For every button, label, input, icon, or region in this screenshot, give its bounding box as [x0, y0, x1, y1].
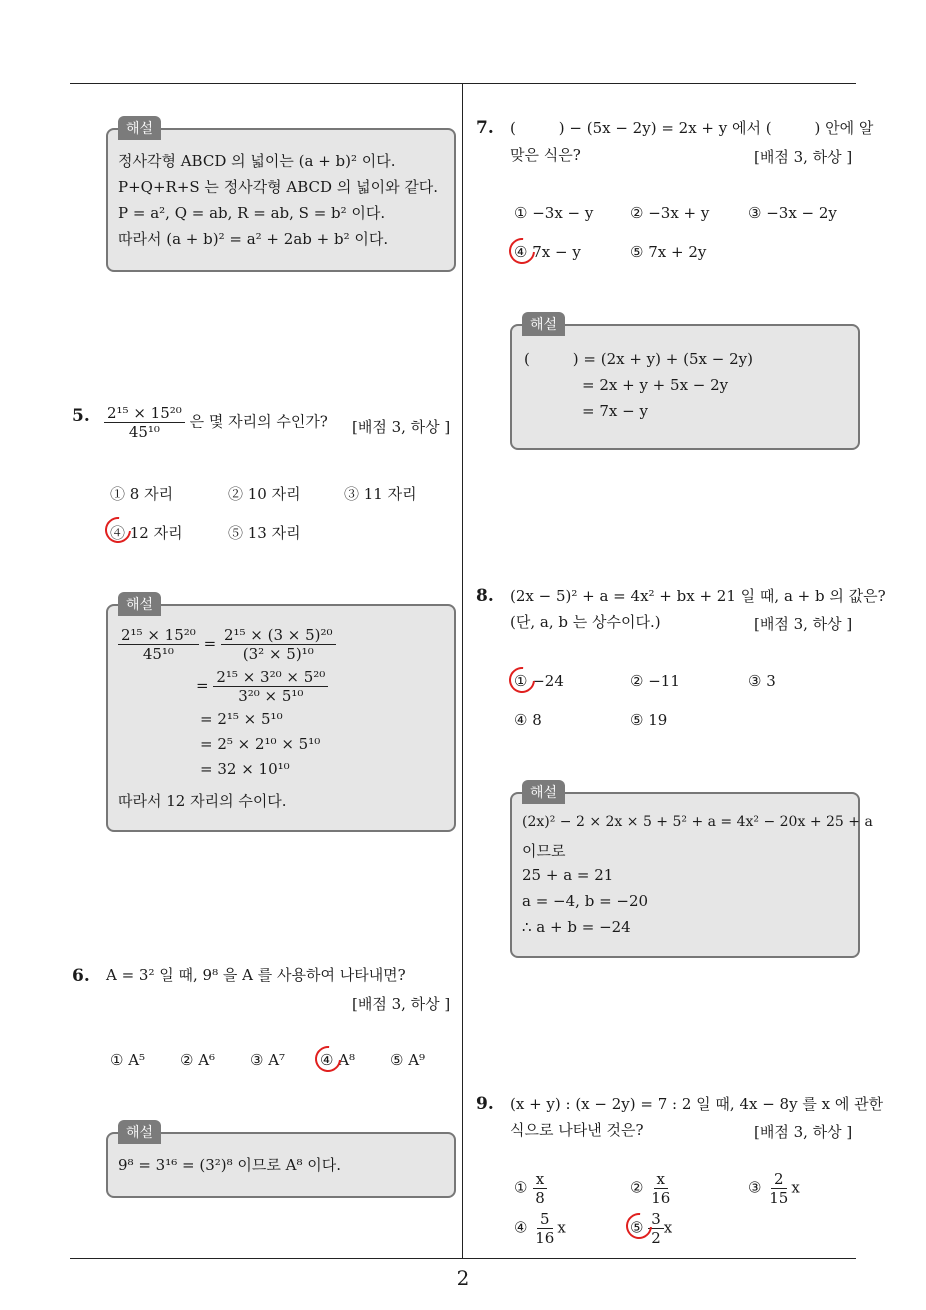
- q5-sol-line-5: = 2⁵ × 2¹⁰ × 5¹⁰: [200, 735, 321, 753]
- q5-choice-5[interactable]: ⑤ 13 자리: [228, 524, 301, 542]
- q5-sol-f3-den: 3²⁰ × 5¹⁰: [238, 687, 304, 705]
- q9-choice-4-den: 16: [535, 1229, 555, 1247]
- q9-line-2: 식으로 나타낸 것은?: [510, 1121, 644, 1139]
- q5-sol-line-6: = 32 × 10¹⁰: [200, 760, 290, 778]
- q5-sol-line-7: 따라서 12 자리의 수이다.: [118, 792, 287, 810]
- q7-line-2: 맞은 식은?: [510, 146, 581, 164]
- q5-choice-3[interactable]: ③ 11 자리: [344, 485, 417, 503]
- q9-choice-3[interactable]: [748, 1170, 800, 1207]
- q5-sol-f2-den: (3² × 5)¹⁰: [242, 645, 314, 663]
- q5-choice-2[interactable]: ② 10 자리: [228, 485, 301, 503]
- q5-choice-1[interactable]: ① 8 자리: [110, 485, 174, 503]
- q7-choice-5[interactable]: ⑤ 7x + 2y: [630, 243, 707, 261]
- q6-solution-tag: 해설: [118, 1120, 161, 1144]
- q7-sol-line-2: = 2x + y + 5x − 2y: [582, 376, 729, 394]
- q5-sol-line-4: = 2¹⁵ × 5¹⁰: [200, 710, 283, 728]
- q9-choice-2-mark: ②: [630, 1178, 644, 1197]
- q5-frac-num: 2¹⁵ × 15²⁰: [104, 404, 185, 423]
- q6-number: 6.: [72, 966, 90, 986]
- q8-sol-line-4: a = −4, b = −20: [522, 892, 649, 910]
- q4-sol-line-1: 정사각형 ABCD 의 넓이는 (a + b)² 이다.: [118, 152, 396, 170]
- q9-choice-2-num: x: [654, 1170, 668, 1189]
- q5-fraction: [104, 404, 185, 441]
- q6-sol-line-1: 9⁸ = 3¹⁶ = (3²)⁸ 이므로 A⁸ 이다.: [118, 1156, 341, 1174]
- q8-choice-4[interactable]: ④ 8: [514, 711, 542, 729]
- q7-number: 7.: [476, 118, 494, 138]
- q6-choice-5[interactable]: ⑤ A⁹: [390, 1051, 426, 1069]
- q9-choice-1-den: 8: [535, 1189, 545, 1207]
- q8-line-1: (2x − 5)² + a = 4x² + bx + 21 일 때, a + b 의 값은?: [510, 587, 886, 605]
- q7-choice-3[interactable]: ③ −3x − 2y: [748, 204, 837, 222]
- q9-choice-1-num: x: [533, 1170, 547, 1189]
- q8-sol-line-2: 이므로: [522, 842, 566, 860]
- q8-number: 8.: [476, 586, 494, 606]
- q5-choice-4[interactable]: ④ 12 자리: [110, 524, 183, 542]
- q6-text: A = 3² 일 때, 9⁸ 을 A 를 사용하여 나타내면?: [106, 966, 406, 984]
- q5-text: 은 몇 자리의 수인가?: [189, 412, 328, 431]
- q4-sol-line-2: P+Q+R+S 는 정사각형 ABCD 의 넓이와 같다.: [118, 178, 439, 196]
- q6-choice-2[interactable]: ② A⁶: [180, 1051, 216, 1069]
- q5-sol-f1-num: 2¹⁵ × 15²⁰: [118, 626, 199, 645]
- q7-line-1: ( ) − (5x − 2y) = 2x + y 에서 ( ) 안에 알: [510, 119, 874, 137]
- q8-sol-line-5: ∴ a + b = −24: [522, 918, 631, 936]
- q8-score: [배점 3, 하상 ]: [754, 615, 853, 633]
- q6-choice-4[interactable]: ④ A⁸: [320, 1051, 356, 1069]
- q9-number: 9.: [476, 1094, 494, 1114]
- q9-choice-2-den: 16: [651, 1189, 671, 1207]
- q8-line-2: (단, a, b 는 상수이다.): [510, 613, 661, 631]
- column-divider: [462, 84, 463, 1258]
- q4-sol-line-3: P = a², Q = ab, R = ab, S = b² 이다.: [118, 204, 386, 222]
- q6-choice-1[interactable]: ① A⁵: [110, 1051, 146, 1069]
- q5-question: [104, 404, 328, 441]
- q9-line-1: (x + y) : (x − 2y) = 7 : 2 일 때, 4x − 8y 를 x 에 관한: [510, 1095, 884, 1113]
- bottom-rule: [70, 1258, 856, 1259]
- q7-solution-tag: 해설: [522, 312, 565, 336]
- q5-frac-den: 45¹⁰: [128, 423, 160, 441]
- q9-choice-5-den: 2: [651, 1229, 661, 1247]
- q8-choice-2[interactable]: ② −11: [630, 672, 680, 690]
- q9-choice-1[interactable]: [514, 1170, 548, 1207]
- q9-choice-3-mark: ③: [748, 1178, 762, 1197]
- q5-sol-row-2: = $\frac{\text{2¹⁵ × 3²⁰ × 5²⁰}}{\text{3²⁰ × 5¹⁰}}$: [196, 668, 328, 705]
- q5-score: [배점 3, 하상 ]: [352, 418, 451, 436]
- q5-number: 5.: [72, 406, 90, 426]
- q7-answer-mark: [504, 233, 541, 270]
- q9-choice-5-tail: x: [663, 1218, 673, 1237]
- page-number: 2: [456, 1266, 470, 1290]
- q7-sol-line-1: ( ) = (2x + y) + (5x − 2y): [524, 350, 753, 368]
- q9-choice-3-num: 2: [771, 1170, 787, 1189]
- q8-solution-tag: 해설: [522, 780, 565, 804]
- q9-choice-2[interactable]: [630, 1170, 673, 1207]
- q7-choice-2[interactable]: ② −3x + y: [630, 204, 710, 222]
- q9-choice-4-num: 5: [537, 1210, 553, 1229]
- q9-choice-5-num: 3: [648, 1210, 664, 1229]
- q9-choice-4-mark: ④: [514, 1218, 528, 1237]
- q9-choice-5-mark: ⑤: [630, 1218, 644, 1237]
- q8-choice-3[interactable]: ③ 3: [748, 672, 776, 690]
- q8-sol-line-1: (2x)² − 2 × 2x × 5 + 5² + a = 4x² − 20x + 25 + a: [522, 814, 873, 830]
- q4-sol-line-4: 따라서 (a + b)² = a² + 2ab + b² 이다.: [118, 230, 389, 248]
- q5-sol-f3-num: 2¹⁵ × 3²⁰ × 5²⁰: [213, 668, 328, 687]
- q5-sol-f2-num: 2¹⁵ × (3 × 5)²⁰: [221, 626, 336, 645]
- q5-sol-f1-den: 45¹⁰: [142, 645, 174, 663]
- q8-choice-5[interactable]: ⑤ 19: [630, 711, 668, 729]
- q5-solution-tag: 해설: [118, 592, 161, 616]
- q6-score: [배점 3, 하상 ]: [352, 995, 451, 1013]
- q9-choice-3-tail: x: [791, 1178, 800, 1197]
- q9-choice-4[interactable]: [514, 1210, 566, 1247]
- q7-choice-4[interactable]: ④ 7x − y: [514, 243, 581, 261]
- q9-choice-1-mark: ①: [514, 1178, 528, 1197]
- q7-sol-line-3: = 7x − y: [582, 402, 648, 420]
- q8-answer-mark: [504, 662, 541, 699]
- top-rule: [70, 83, 856, 84]
- q6-choice-3[interactable]: ③ A⁷: [250, 1051, 286, 1069]
- q5-sol-row-1: $\frac{\text{2¹⁵ × 15²⁰}}{\text{45¹⁰}}$ = $\frac{\text{2¹⁵ × (3 × 5)²⁰}}{\text{(3² × 5)¹⁰}}$: [118, 626, 336, 663]
- q9-choice-3-den: 15: [769, 1189, 789, 1207]
- q7-score: [배점 3, 하상 ]: [754, 148, 853, 166]
- q7-choice-1[interactable]: ① −3x − y: [514, 204, 594, 222]
- q9-score: [배점 3, 하상 ]: [754, 1123, 853, 1141]
- q4-solution-tag: 해설: [118, 116, 161, 140]
- q6-answer-mark: [310, 1041, 347, 1078]
- q9-choice-4-tail: x: [557, 1218, 566, 1237]
- q8-choice-1[interactable]: ① −24: [514, 672, 564, 690]
- q8-sol-line-3: 25 + a = 21: [522, 866, 614, 884]
